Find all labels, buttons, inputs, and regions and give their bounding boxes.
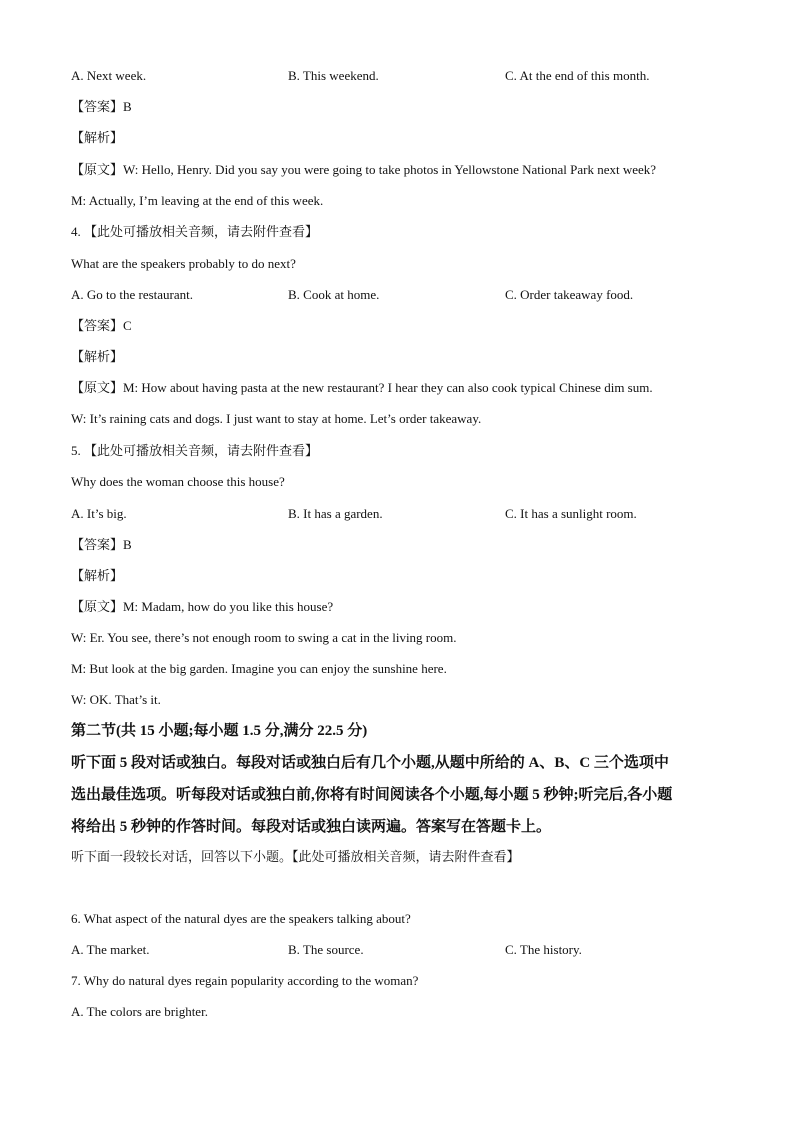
q5-transcript-1: 【原文】M: Madam, how do you like this house?	[71, 599, 334, 614]
q4-header: 4. 【此处可播放相关音频，请去附件查看】	[71, 224, 319, 239]
q7-option-a: A. The colors are brighter.	[71, 1004, 208, 1019]
q4-option-b: B. Cook at home.	[288, 287, 380, 302]
q3-answer: 【答案】B	[71, 99, 132, 114]
q3-analysis: 【解析】	[71, 130, 124, 145]
q4-analysis: 【解析】	[71, 349, 124, 364]
q6-option-c: C. The history.	[505, 942, 582, 957]
section2-instruction-2: 选出最佳选项。听每段对话或独白前,你将有时间阅读各个小题,每小题 5 秒钟;听完后,各小题	[71, 787, 673, 803]
q4-transcript-2: W: It’s raining cats and dogs. I just want to stay at home. Let’s order takeaway.	[71, 411, 482, 426]
q6-option-a: A. The market.	[71, 942, 150, 957]
q4-option-c: C. Order takeaway food.	[505, 287, 634, 302]
section2-title: 第二节(共 15 小题;每小题 1.5 分,满分 22.5 分)	[71, 723, 368, 739]
section2-instruction-3: 将给出 5 秒钟的作答时间。每段对话或独白读两遍。答案写在答题卡上。	[71, 819, 552, 835]
q4-transcript-1: 【原文】M: How about having pasta at the new restaurant? I hear they can also cook typical Chinese dim sum.	[71, 380, 653, 395]
q5-option-a: A. It’s big.	[71, 506, 127, 521]
q5-transcript-2: W: Er. You see, there’s not enough room to swing a cat in the living room.	[71, 630, 457, 645]
section2-audio-note: 听下面一段较长对话，回答以下小题。【此处可播放相关音频，请去附件查看】	[71, 849, 520, 864]
q4-question: What are the speakers probably to do next?	[71, 256, 296, 271]
q5-transcript-3: M: But look at the big garden. Imagine you can enjoy the sunshine here.	[71, 661, 447, 676]
q5-header: 5. 【此处可播放相关音频，请去附件查看】	[71, 443, 319, 458]
q3-transcript-2: M: Actually, I’m leaving at the end of this week.	[71, 193, 324, 208]
q4-option-a: A. Go to the restaurant.	[71, 287, 194, 302]
q6-question: 6. What aspect of the natural dyes are the speakers talking about?	[71, 911, 411, 926]
q4-answer: 【答案】C	[71, 318, 132, 333]
q5-transcript-4: W: OK. That’s it.	[71, 692, 161, 707]
q3-option-b: B. This weekend.	[288, 68, 379, 83]
section2-instruction-1: 听下面 5 段对话或独白。每段对话或独白后有几个小题,从题中所给的 A、B、C 三个选项中	[71, 755, 669, 771]
q5-option-c: C. It has a sunlight room.	[505, 506, 637, 521]
q5-question: Why does the woman choose this house?	[71, 474, 285, 489]
q6-option-b: B. The source.	[288, 942, 364, 957]
q5-analysis: 【解析】	[71, 568, 124, 583]
q5-option-b: B. It has a garden.	[288, 506, 383, 521]
q3-transcript-1: 【原文】W: Hello, Henry. Did you say you were going to take photos in Yellowstone National Park next week?	[71, 162, 657, 177]
q3-option-c: C. At the end of this month.	[505, 68, 650, 83]
q7-question: 7. Why do natural dyes regain popularity according to the woman?	[71, 973, 419, 988]
q5-answer: 【答案】B	[71, 537, 132, 552]
q3-option-a: A. Next week.	[71, 68, 147, 83]
